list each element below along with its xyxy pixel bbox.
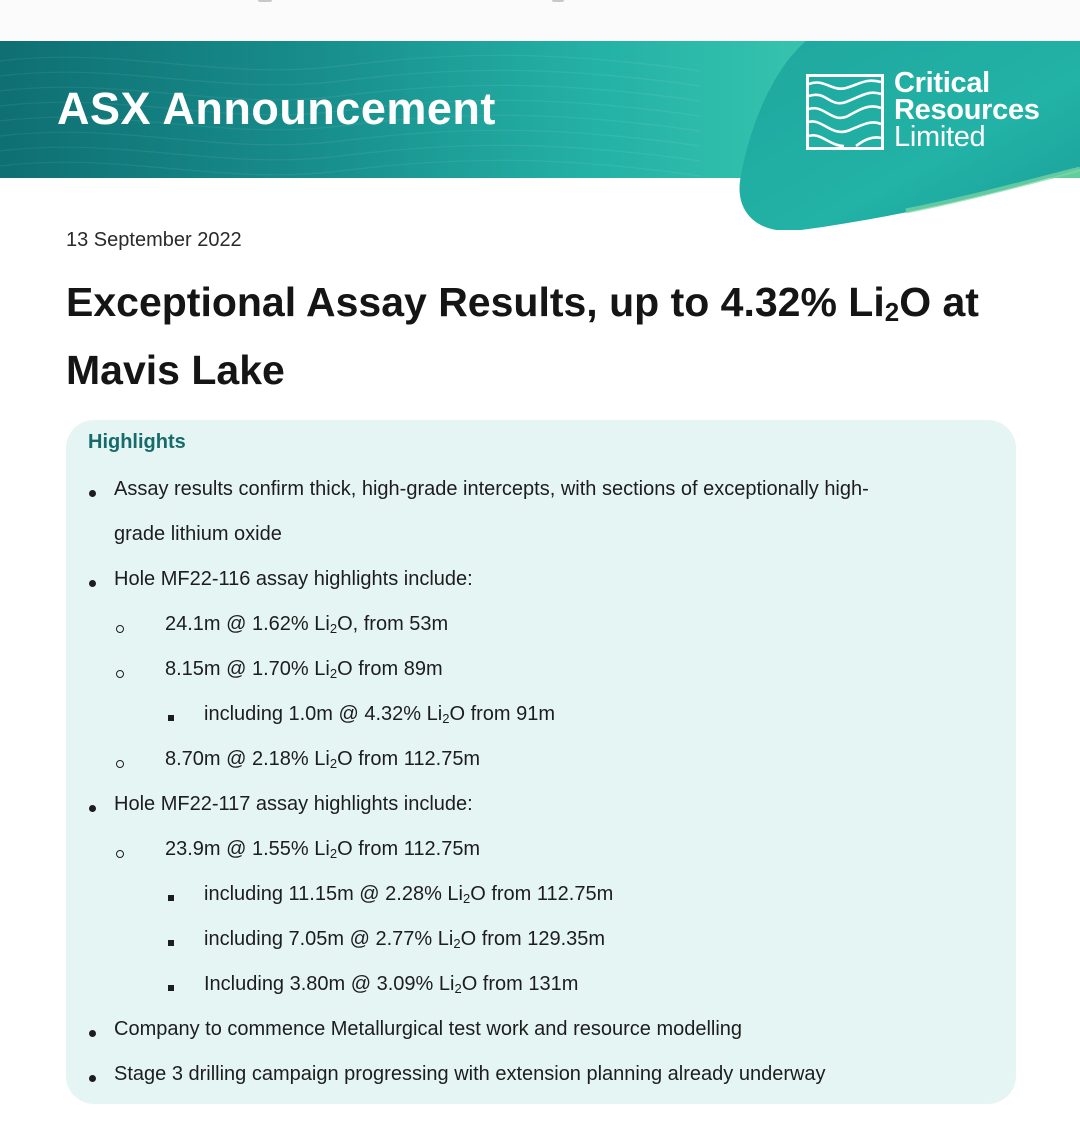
highlight-item: [114, 478, 869, 501]
bullet-dot: [89, 580, 96, 587]
highlight-item: [114, 568, 473, 591]
highlight-text-suffix: O from 89m: [337, 658, 443, 680]
headline-text-part2: O at Mavis Lake: [66, 279, 979, 393]
highlight-text-suffix: O from 112.75m: [337, 748, 481, 770]
bullet-dot: [89, 1075, 96, 1082]
bullet-square: [168, 985, 174, 991]
banner-title: ASX Announcement: [57, 83, 496, 134]
highlight-subscript: 2: [462, 891, 471, 906]
highlight-item: [165, 838, 480, 861]
highlight-text-suffix: O from 131m: [461, 973, 579, 995]
bullet-square: [168, 940, 174, 946]
highlight-text-suffix: O, from 53m: [337, 613, 449, 635]
highlight-text-suffix: O from 112.75m: [470, 883, 614, 905]
highlight-subscript: 2: [329, 666, 338, 681]
previous-page-edge: [0, 0, 1080, 42]
highlight-item: [165, 658, 443, 681]
highlight-text-suffix: O from 91m: [449, 703, 556, 725]
highlight-text: including 7.05m @ 2.77% Li: [204, 928, 454, 950]
highlight-item: [114, 1018, 742, 1041]
bullet-circle: [116, 850, 124, 858]
highlight-subscript: 2: [442, 711, 450, 726]
bullet-circle: [116, 625, 124, 633]
bullet-circle: [116, 760, 124, 768]
highlight-item: [165, 748, 480, 771]
highlights-title: Highlights: [88, 431, 186, 453]
cropped-text-fragment: [258, 0, 272, 2]
highlight-item: [165, 613, 448, 636]
highlight-text: 23.9m @ 1.55% Li: [165, 838, 330, 860]
bullet-circle: [116, 670, 124, 678]
logo-line-resources: Resources: [894, 94, 1040, 126]
company-logo: [806, 67, 1066, 153]
highlight-text: including 11.15m @ 2.28% Li: [204, 883, 463, 905]
highlight-item: [114, 523, 282, 546]
highlight-item: [204, 928, 605, 951]
bullet-dot: [89, 490, 96, 497]
highlight-item: [114, 793, 473, 816]
highlight-text: including 1.0m @ 4.32% Li: [204, 703, 443, 725]
highlight-item: [204, 703, 555, 726]
logo-wordmark: [894, 67, 1040, 153]
highlight-item: [114, 1063, 826, 1086]
highlight-text-suffix: O from 129.35m: [460, 928, 606, 950]
announcement-date: 13 September 2022: [66, 229, 242, 251]
highlight-text: Hole MF22-117 assay highlights include:: [114, 793, 473, 815]
highlight-text: grade lithium oxide: [114, 523, 282, 545]
highlight-subscript: 2: [329, 621, 338, 636]
highlight-text-suffix: O from 112.75m: [337, 838, 481, 860]
headline-subscript: 2: [884, 297, 900, 327]
highlight-subscript: 2: [329, 756, 338, 771]
headline-text-part1: Exceptional Assay Results, up to 4.32% Li: [66, 279, 885, 325]
announcement-headline: [66, 268, 1026, 404]
highlight-item: [204, 973, 578, 996]
highlight-item: [204, 883, 613, 906]
cropped-text-fragment: [552, 0, 564, 2]
logo-line-limited: Limited: [894, 121, 986, 153]
highlight-text: 24.1m @ 1.62% Li: [165, 613, 330, 635]
highlight-subscript: 2: [454, 981, 462, 996]
highlight-subscript: 2: [453, 936, 461, 951]
bullet-square: [168, 895, 174, 901]
highlight-text: 8.70m @ 2.18% Li: [165, 748, 330, 770]
bullet-square: [168, 715, 174, 721]
highlight-text: Stage 3 drilling campaign progressing with extension planning already underway: [114, 1063, 826, 1085]
highlight-text: 8.15m @ 1.70% Li: [165, 658, 330, 680]
logo-line-critical: Critical: [894, 67, 990, 99]
highlight-subscript: 2: [329, 846, 338, 861]
contour-lines-logo-icon: [806, 74, 884, 150]
highlight-text: Hole MF22-116 assay highlights include:: [114, 568, 473, 590]
bullet-dot: [89, 805, 96, 812]
bullet-dot: [89, 1030, 96, 1037]
highlight-text: Assay results confirm thick, high-grade intercepts, with sections of exceptionally high-: [114, 478, 869, 500]
highlight-text: Company to commence Metallurgical test work and resource modelling: [114, 1018, 743, 1040]
highlight-text: Including 3.80m @ 3.09% Li: [204, 973, 455, 995]
